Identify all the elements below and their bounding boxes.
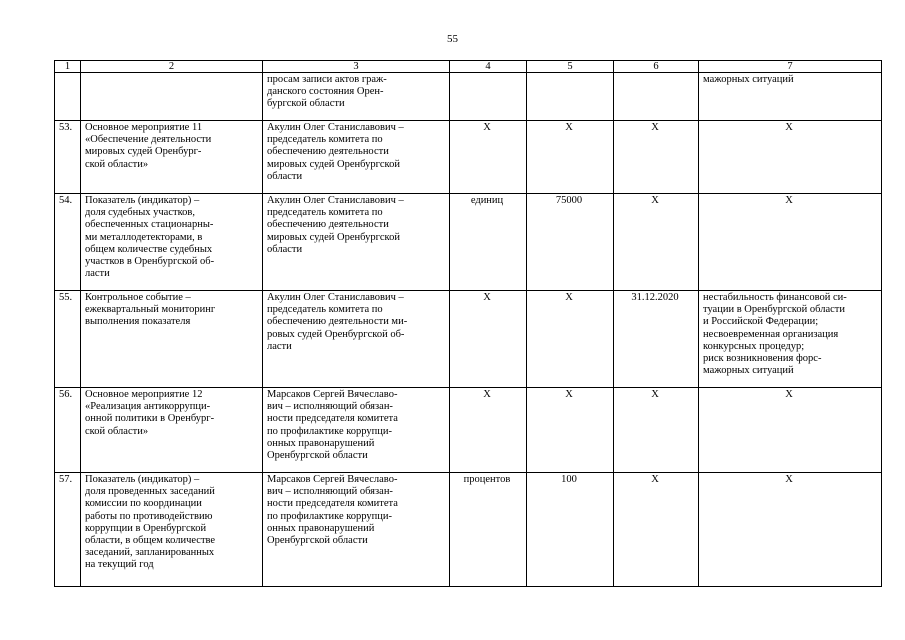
row-number: 56. [55, 388, 81, 473]
row-number [55, 73, 81, 121]
value-cell: Х [527, 291, 614, 388]
date-cell: Х [614, 388, 699, 473]
column-header: 7 [699, 61, 882, 73]
column-header: 4 [450, 61, 527, 73]
date-cell: Х [614, 473, 699, 587]
date-cell [614, 73, 699, 121]
column-header: 1 [55, 61, 81, 73]
row-number: 53. [55, 121, 81, 194]
program-table [54, 60, 882, 587]
measure-name [81, 73, 263, 121]
responsible-person: просам записи актов граж- данского состояния Орен- бургской области [263, 73, 450, 121]
column-number-row [55, 61, 882, 73]
measure-name: Показатель (индикатор) – доля судебных участков, обеспеченных стационарны- ми металлодетекторами, в общем количестве судебных участков в Оренбургской об- ласти [81, 194, 263, 291]
responsible-person: Акулин Олег Станиславович – председатель комитета по обеспечению деятельности ми- ровых судей Оренбургской об- ласти [263, 291, 450, 388]
unit-cell: Х [450, 291, 527, 388]
risks-cell: мажорных ситуаций [699, 73, 882, 121]
unit-cell: процентов [450, 473, 527, 587]
risks-cell: Х [699, 388, 882, 473]
table-row [55, 473, 882, 587]
value-cell: 75000 [527, 194, 614, 291]
unit-cell: Х [450, 121, 527, 194]
responsible-person: Марсаков Сергей Вячеславо- вич – исполняющий обязан- ности председателя комитета по профилактике коррупци- онных правонарушений Оренбургской области [263, 473, 450, 587]
measure-name: Контрольное событие – ежеквартальный мониторинг выполнения показателя [81, 291, 263, 388]
column-header: 3 [263, 61, 450, 73]
measure-name: Показатель (индикатор) – доля проведенных заседаний комиссии по координации работы по противодействию коррупции в Оренбургской области, в общем количестве заседаний, запланированных на текущий год [81, 473, 263, 587]
date-cell: 31.12.2020 [614, 291, 699, 388]
row-number: 55. [55, 291, 81, 388]
responsible-person: Акулин Олег Станиславович – председатель комитета по обеспечению деятельности мировых судей Оренбургской области [263, 194, 450, 291]
risks-cell: Х [699, 121, 882, 194]
date-cell: Х [614, 121, 699, 194]
date-cell: Х [614, 194, 699, 291]
measure-name: Основное мероприятие 11 «Обеспечение деятельности мировых судей Оренбург- ской области» [81, 121, 263, 194]
table-row [55, 121, 882, 194]
table-row [55, 73, 882, 121]
value-cell [527, 73, 614, 121]
column-header: 5 [527, 61, 614, 73]
unit-cell: единиц [450, 194, 527, 291]
responsible-person: Акулин Олег Станиславович – председатель комитета по обеспечению деятельности мировых судей Оренбургской области [263, 121, 450, 194]
value-cell: 100 [527, 473, 614, 587]
measure-name: Основное мероприятие 12 «Реализация антикоррупци- онной политики в Оренбург- ской области» [81, 388, 263, 473]
value-cell: Х [527, 388, 614, 473]
unit-cell [450, 73, 527, 121]
value-cell: Х [527, 121, 614, 194]
risks-cell: нестабильность финансовой си- туации в Оренбургской области и Российской Федерации; несвоевременная организация конкурсных процедур; риск возникновения форс- мажорных ситуаций [699, 291, 882, 388]
responsible-person: Марсаков Сергей Вячеславо- вич – исполняющий обязан- ности председателя комитета по профилактике коррупци- онных правонарушений Оренбургской области [263, 388, 450, 473]
column-header: 6 [614, 61, 699, 73]
row-number: 57. [55, 473, 81, 587]
risks-cell: Х [699, 194, 882, 291]
row-number: 54. [55, 194, 81, 291]
unit-cell: Х [450, 388, 527, 473]
page-number: 55 [447, 33, 458, 45]
table-row [55, 291, 882, 388]
table-row [55, 388, 882, 473]
column-header: 2 [81, 61, 263, 73]
table-row [55, 194, 882, 291]
risks-cell: Х [699, 473, 882, 587]
